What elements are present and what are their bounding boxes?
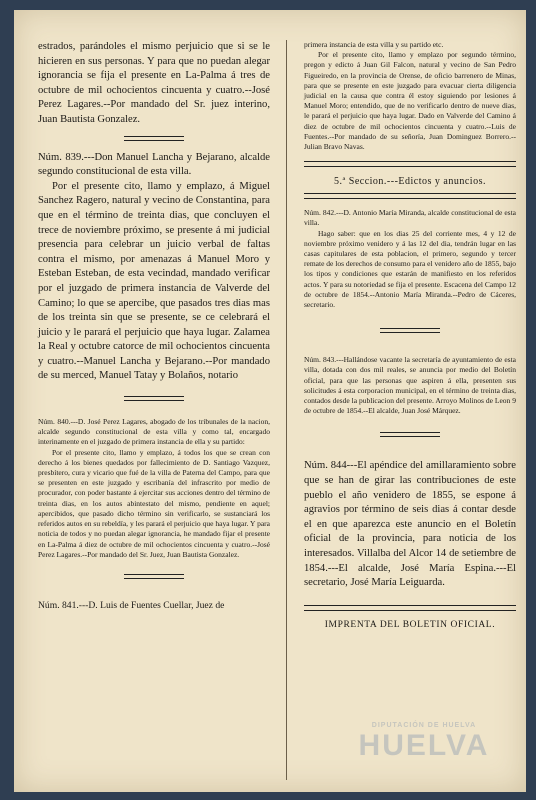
continuation-top: primera instancia de esta villa y su partido etc.: [304, 40, 444, 49]
notice-843: Núm. 843.---Hallándose vacante la secretaría de ayuntamiento de esta villa, dotada con dos mil reales, se anuncia por medio del Boletín oficial, para que las personas que aspiren á ella, presenten sus solicitudes á esta corporacion municipal, en el término de treinta dias, contados desde la publicacion del presente. Arroyo Molinos de Leon 9 de octubre de 1854.--El alcalde, Juan José Márquez.: [304, 355, 516, 416]
notice-840-body: Por el presente cito, llamo y emplazo, á todos los que se crean con derecho á los bienes quedados por fallecimiento de D. Santiago Vazquez, presbítero, cura y vicario que fué de la villa de Paterna del Campo, para que se presenten en este juzgado y escribanía del infrascrito por medio de procurador, con poder bastante á ejercitar sus acciones dentro del término de treinta dias, en los autos abintestato del mismo, pendiente en aquel; apercibidos, que pasado dicho término sin verificarlo, se sustanciará los referidos autos en su rebeldía, y les parará el perjuicio que haya lugar. Y para noticia de todos y no puedan alegar ignorancia, he mandado fijar el presente en La-Palma á diez de octubre de mil ochocientos cincuenta y cuatro.--José Perez Lagares.--Por mandado del Sr. Juez, Juan Bautista Gonzalez.: [38, 447, 270, 559]
separator: [124, 396, 184, 401]
printer-imprint: IMPRENTA DEL BOLETIN OFICIAL.: [324, 619, 496, 630]
notice-841-heading: Núm. 841.---D. Luis de Fuentes Cuellar, Juez de: [38, 599, 225, 611]
notice-842-body: Hago saber: que en los dias 25 del corriente mes, 4 y 12 de noviembre próximo venidero y á las 12 del dia, tendrán lugar en las casas capitulares de esta poblacion, el primero, segundo y tercer remate de los derechos de consumo para el venidero año de 1855, bajo los tipos y condiciones que estarán de manifiesto en los referidos actos. Y para su notoriedad se fija el presente. Escacena del Campo 12 de octubre de 1854.--Antonio María Miranda.--Pedro de Cáceres, secretario.: [304, 228, 516, 310]
separator: [124, 574, 184, 579]
column-divider: [286, 40, 287, 780]
notice-839-heading: Núm. 839.---Don Manuel Lancha y Bejarano, alcalde segundo constitucional de esta villa.: [38, 151, 270, 178]
separator: [380, 328, 440, 333]
watermark-main: HUELVA: [358, 729, 490, 762]
separator: [380, 432, 440, 437]
right-column: [304, 40, 516, 630]
left-column: [38, 40, 270, 612]
separator: [124, 136, 184, 141]
continuation-body: Por el presente cito, llamo y emplazo por segundo término, pregon y edicto á Juan Gil Falcon, natural y vecino de San Pedro Figueiredo, en la provincia de Orense, de oficio barrenero de Minas, para que se presente en este juzgado para evacuar cierta diligencia judicial en la causa que contra él estoy siguiendo por lesiones á Manuel Moro; entendido, que de no verificarlo dentro de nueve dias, le parará el perjuicio que haya lugar. Dado en Valverde del Camino á diez de octubre de mil ochocientos cincuenta y cuatro.--Luis de Fuentes.--Por mandado de su señoría, Juan Dominguez Borrero.--Julian Bravo Navas.: [304, 50, 516, 152]
double-rule: [304, 193, 516, 199]
archive-watermark: [334, 722, 514, 782]
double-rule: [304, 161, 516, 167]
double-rule: [304, 605, 516, 611]
section-heading: 5.ª Seccion.---Edictos y anuncios.: [334, 176, 486, 188]
notice-840-heading: Núm. 840.---D. José Perez Lagares, abogado de los tribunales de la nacion, alcalde segundo constitucional de esta villa y como tal, encargado interinamente en el juzgado de primera instancia de ella y su partido:: [38, 417, 270, 447]
notice-842-heading: Núm. 842.---D. Antonio María Miranda, alcalde constitucional de esta villa.: [304, 208, 516, 228]
continuation-text: estrados, parándoles el mismo perjuicio que si se le hicieren en sus personas. Y para que no puedan alegar ignorancia se fija el presente en La-Palma á tres de octubre de mil ochocientos cincuenta y cuatro.--José Perez Lagares.--Por mandado del Sr. juez interino, Juan Bautista Gonzalez.: [38, 41, 270, 125]
notice-844: Núm. 844---El apéndice del amillaramiento sobre que se han de girar las contribuciones de este pueblo el año venidero de 1855, se espone á agravios por término de seis dias á contar desde el en que aparezca este anuncio en el Boletín oficial de la provincia, para noticia de los interesados. Villalba del Alcor 14 de setiembre de 1854.---El alcalde, José María Espina.---El secretario, José María Leiguarda.: [304, 460, 516, 589]
notice-839-body: Por el presente cito, llamo y emplazo, á Miguel Sanchez Ragero, natural y vecino de Constantina, para que en el término de treinta dias, que concluyen el trece de noviembre próximo, se presente á mi judicial presencia para celebrar un juicio verbal de faltas contra el mismo, por amenazas á Manuel Moro y Esteban Esteban, de esta vecindad, mandado verificar por el juzgado de primera instancia de Valverde del Camino; lo que se apercibe, que pasados tres dias mas de los treinta sin que se presente, se ce celebrará el juicio y le parará el perjuicio que haya lugar. Zalamea la Real y octubre catorce de mil ochocientos cincuenta y cuatro.--Manuel Lancha y Bejarano.--Por mandado de su merced, Manuel Tatay y Bolaños, notario: [38, 180, 270, 382]
newspaper-page: [14, 10, 526, 792]
watermark-sub: DIPUTACIÓN DE HUELVA: [371, 722, 477, 729]
